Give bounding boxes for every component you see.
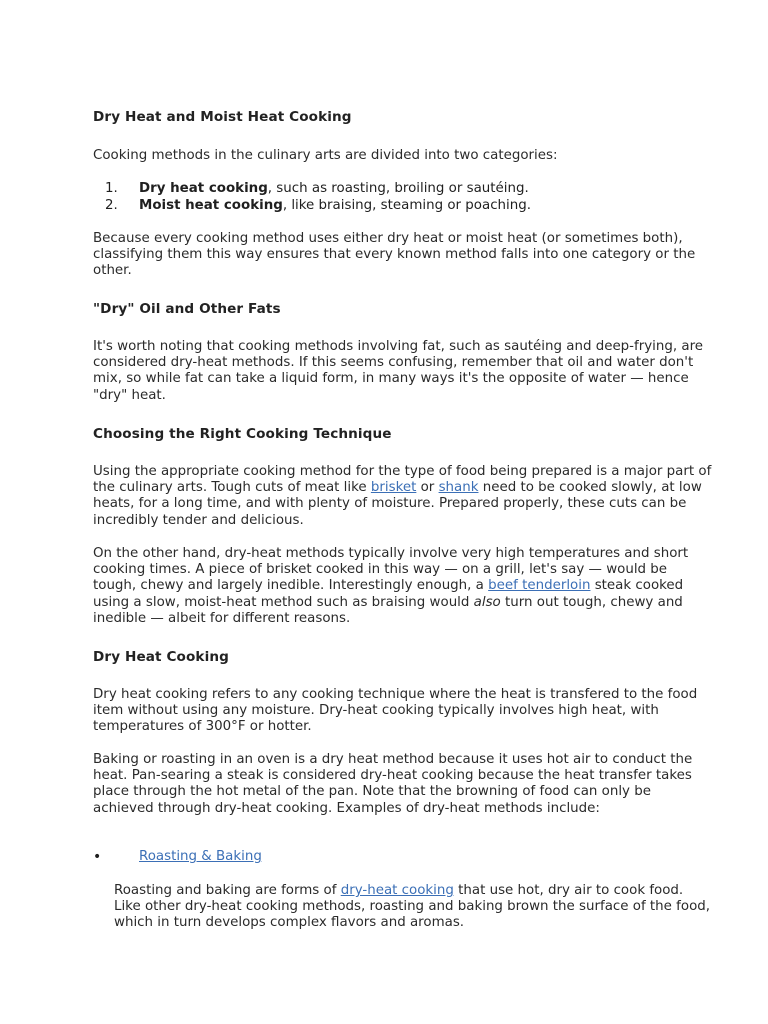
text-run: turn out tough, chewy and inedible — albeit for different reasons. [93, 594, 683, 626]
list-item [93, 198, 713, 215]
beef-tenderloin-link[interactable]: beef tenderloin [488, 578, 591, 594]
category-term: Dry heat cooking [139, 181, 268, 196]
choosing-paragraph [93, 464, 713, 529]
category-list [93, 181, 713, 215]
oil-paragraph: It's worth noting that cooking methods involving fat, such as sautéing and deep-frying, are considered dry-heat methods. If this seems confusing, remember that oil and water don't mix, so while fat can take a liquid form, in many ways it's the opposite of water — hence "dry" heat. [93, 339, 704, 403]
brisket-link[interactable]: brisket [370, 480, 417, 496]
list-item [93, 181, 713, 198]
text-run: Roasting and baking are forms of [114, 883, 341, 898]
section-heading-dry-heat: Dry Heat Cooking [93, 649, 229, 665]
intro-paragraph: Cooking methods in the culinary arts are divided into two categories: [93, 148, 558, 163]
dry-heat-cooking-link[interactable]: dry-heat cooking [340, 883, 454, 898]
list-number: 2. [105, 198, 118, 213]
dry-heat-definition-paragraph: Dry heat cooking refers to any cooking technique where the heat is transfered to the food item without using any moisture. Dry-heat cooking typically involves high heat, with temperatures of 300°F or hotter. [93, 687, 698, 735]
category-term: Moist heat cooking [139, 198, 283, 213]
page-title: Dry Heat and Moist Heat Cooking [93, 109, 352, 125]
category-description: , such as roasting, broiling or sautéing. [267, 181, 529, 196]
emphasis-text: also [473, 594, 501, 610]
text-run: need to be cooked slowly, at low heats, for a long time, and with plenty of moisture. Prepared properly, these cuts can be incredibly tender and delicious. [93, 480, 702, 528]
roasting-paragraph [114, 883, 714, 932]
dry-heat-examples-paragraph: Baking or roasting in an oven is a dry heat method because it uses hot air to conduct the heat. Pan-searing a steak is considered dry-heat cooking because the heat transfer takes place through the hot metal of the pan. Note that the browning of food can only be achieved through dry-heat cooking. Examples of dry-heat methods include: [93, 752, 693, 816]
list-number: 1. [105, 181, 118, 196]
category-description: , like braising, steaming or poaching. [282, 198, 532, 213]
bullet-icon: • [93, 849, 102, 865]
text-run: steak cooked using a slow, moist-heat method such as braising would [93, 578, 684, 610]
dry-heat-contrast-paragraph [93, 546, 713, 627]
text-run: or [416, 480, 439, 496]
text-run: Using the appropriate cooking method for the type of food being prepared is a major part of the culinary arts. Tough cuts of meat like [93, 464, 712, 496]
text-run: On the other hand, dry-heat methods typically involve very high temperatures and short cooking times. A piece of brisket cooked in this way — on a grill, let's say — would be tough, chewy and largely inedible. Interestingly enough, a [93, 546, 689, 594]
text-run: that use hot, dry air to cook food. Like other dry-heat cooking methods, roasting and baking brown the surface of the food, which in turn develops complex flavors and aromas. [114, 883, 711, 931]
classification-paragraph: Because every cooking method uses either dry heat or moist heat (or sometimes both), classifying them this way ensures that every known method falls into one category or the other. [93, 231, 696, 279]
section-heading-oil: "Dry" Oil and Other Fats [93, 301, 281, 317]
section-heading-choosing: Choosing the Right Cooking Technique [93, 426, 392, 442]
shank-link[interactable]: shank [438, 480, 479, 496]
roasting-baking-link[interactable]: Roasting & Baking [139, 849, 262, 864]
